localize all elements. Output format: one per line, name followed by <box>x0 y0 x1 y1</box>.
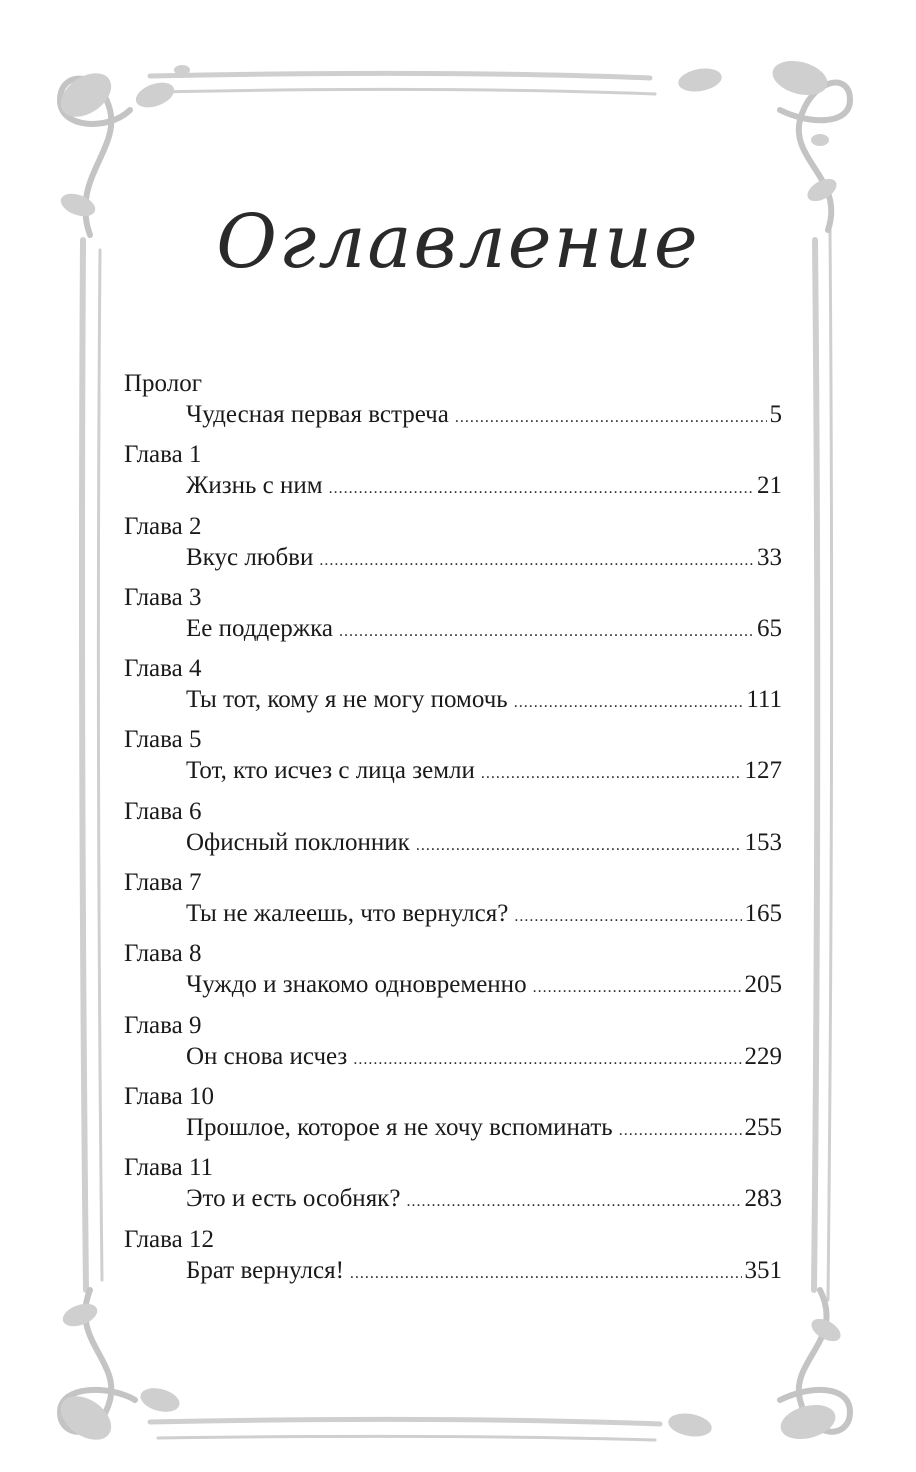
toc-entry <box>124 1010 782 1081</box>
dot-leader <box>416 830 742 861</box>
dot-leader <box>514 687 744 718</box>
chapter-title: Ты не жалеешь, что вернулся? <box>186 900 509 928</box>
page-number: 65 <box>757 614 782 642</box>
chapter-label: Глава 9 <box>124 1011 202 1039</box>
toc-entry <box>124 582 782 653</box>
page-number: 229 <box>744 1042 782 1070</box>
toc-line[interactable] <box>186 470 782 501</box>
toc-entry <box>124 439 782 510</box>
page-number: 255 <box>744 1113 782 1141</box>
toc-entry <box>124 867 782 938</box>
dot-leader <box>350 1258 742 1289</box>
dot-leader <box>619 1115 742 1146</box>
table-of-contents <box>124 368 782 1295</box>
toc-line[interactable] <box>186 827 782 858</box>
page-number: 111 <box>746 686 782 714</box>
chapter-label: Глава 3 <box>124 583 202 611</box>
toc-entry <box>124 368 782 439</box>
toc-entry <box>124 1081 782 1152</box>
toc-line[interactable] <box>186 898 782 929</box>
chapter-title: Жизнь с ним <box>186 472 323 500</box>
dot-leader <box>353 1044 741 1075</box>
toc-entry <box>124 1152 782 1223</box>
dot-leader <box>329 473 754 504</box>
chapter-label: Глава 6 <box>124 797 202 825</box>
chapter-label: Глава 1 <box>124 441 202 469</box>
toc-line[interactable] <box>186 1112 782 1143</box>
chapter-title: Это и есть особняк? <box>186 1185 401 1213</box>
toc-entry <box>124 653 782 724</box>
chapter-title: Он снова исчез <box>186 1042 348 1070</box>
page-number: 127 <box>744 757 782 785</box>
toc-line[interactable] <box>186 969 782 1000</box>
chapter-label: Глава 12 <box>124 1225 214 1253</box>
toc-line[interactable] <box>186 399 782 430</box>
chapter-title: Ты тот, кому я не могу помочь <box>186 686 508 714</box>
dot-leader <box>319 545 754 576</box>
dot-leader <box>514 901 741 932</box>
page-number: 165 <box>744 900 782 928</box>
page-title: Оглавление <box>216 199 700 285</box>
page-number: 5 <box>769 401 782 428</box>
dot-leader <box>481 758 742 789</box>
chapter-title: Чудесная первая встреча <box>186 401 449 428</box>
page-number: 205 <box>744 971 782 999</box>
chapter-label: Глава 4 <box>124 655 202 683</box>
toc-line[interactable] <box>186 755 782 786</box>
toc-entry <box>124 938 782 1009</box>
chapter-label: Глава 11 <box>124 1154 214 1182</box>
page-number: 283 <box>744 1185 782 1213</box>
chapter-label: Пролог <box>124 370 202 397</box>
page-number: 33 <box>757 543 782 571</box>
toc-line[interactable] <box>186 1041 782 1072</box>
chapter-title: Прошлое, которое я не хочу вспоминать <box>186 1113 613 1141</box>
dot-leader <box>406 1186 741 1217</box>
chapter-title: Ее поддержка <box>186 614 333 642</box>
chapter-title: Чуждо и знакомо одновременно <box>186 971 527 999</box>
toc-entry <box>124 1224 782 1295</box>
chapter-title: Брат вернулся! <box>186 1256 344 1284</box>
toc-entry <box>124 511 782 582</box>
dot-leader <box>339 616 754 647</box>
toc-entry <box>124 724 782 795</box>
chapter-title: Офисный поклонник <box>186 828 410 856</box>
toc-entry <box>124 796 782 867</box>
chapter-label: Глава 8 <box>124 940 202 968</box>
toc-line[interactable] <box>186 613 782 644</box>
chapter-title: Вкус любви <box>186 543 314 571</box>
chapter-label: Глава 10 <box>124 1082 214 1110</box>
toc-line[interactable] <box>186 542 782 573</box>
page-number: 351 <box>744 1256 782 1284</box>
chapter-label: Глава 2 <box>124 512 202 540</box>
chapter-title: Тот, кто исчез с лица земли <box>186 757 475 785</box>
toc-line[interactable] <box>186 1255 782 1286</box>
dot-leader <box>533 972 742 1003</box>
dot-leader <box>455 402 767 433</box>
toc-line[interactable] <box>186 1183 782 1214</box>
chapter-label: Глава 5 <box>124 726 202 754</box>
page-number: 153 <box>744 828 782 856</box>
page-number: 21 <box>757 472 782 500</box>
chapter-label: Глава 7 <box>124 869 202 897</box>
toc-line[interactable] <box>186 684 782 715</box>
